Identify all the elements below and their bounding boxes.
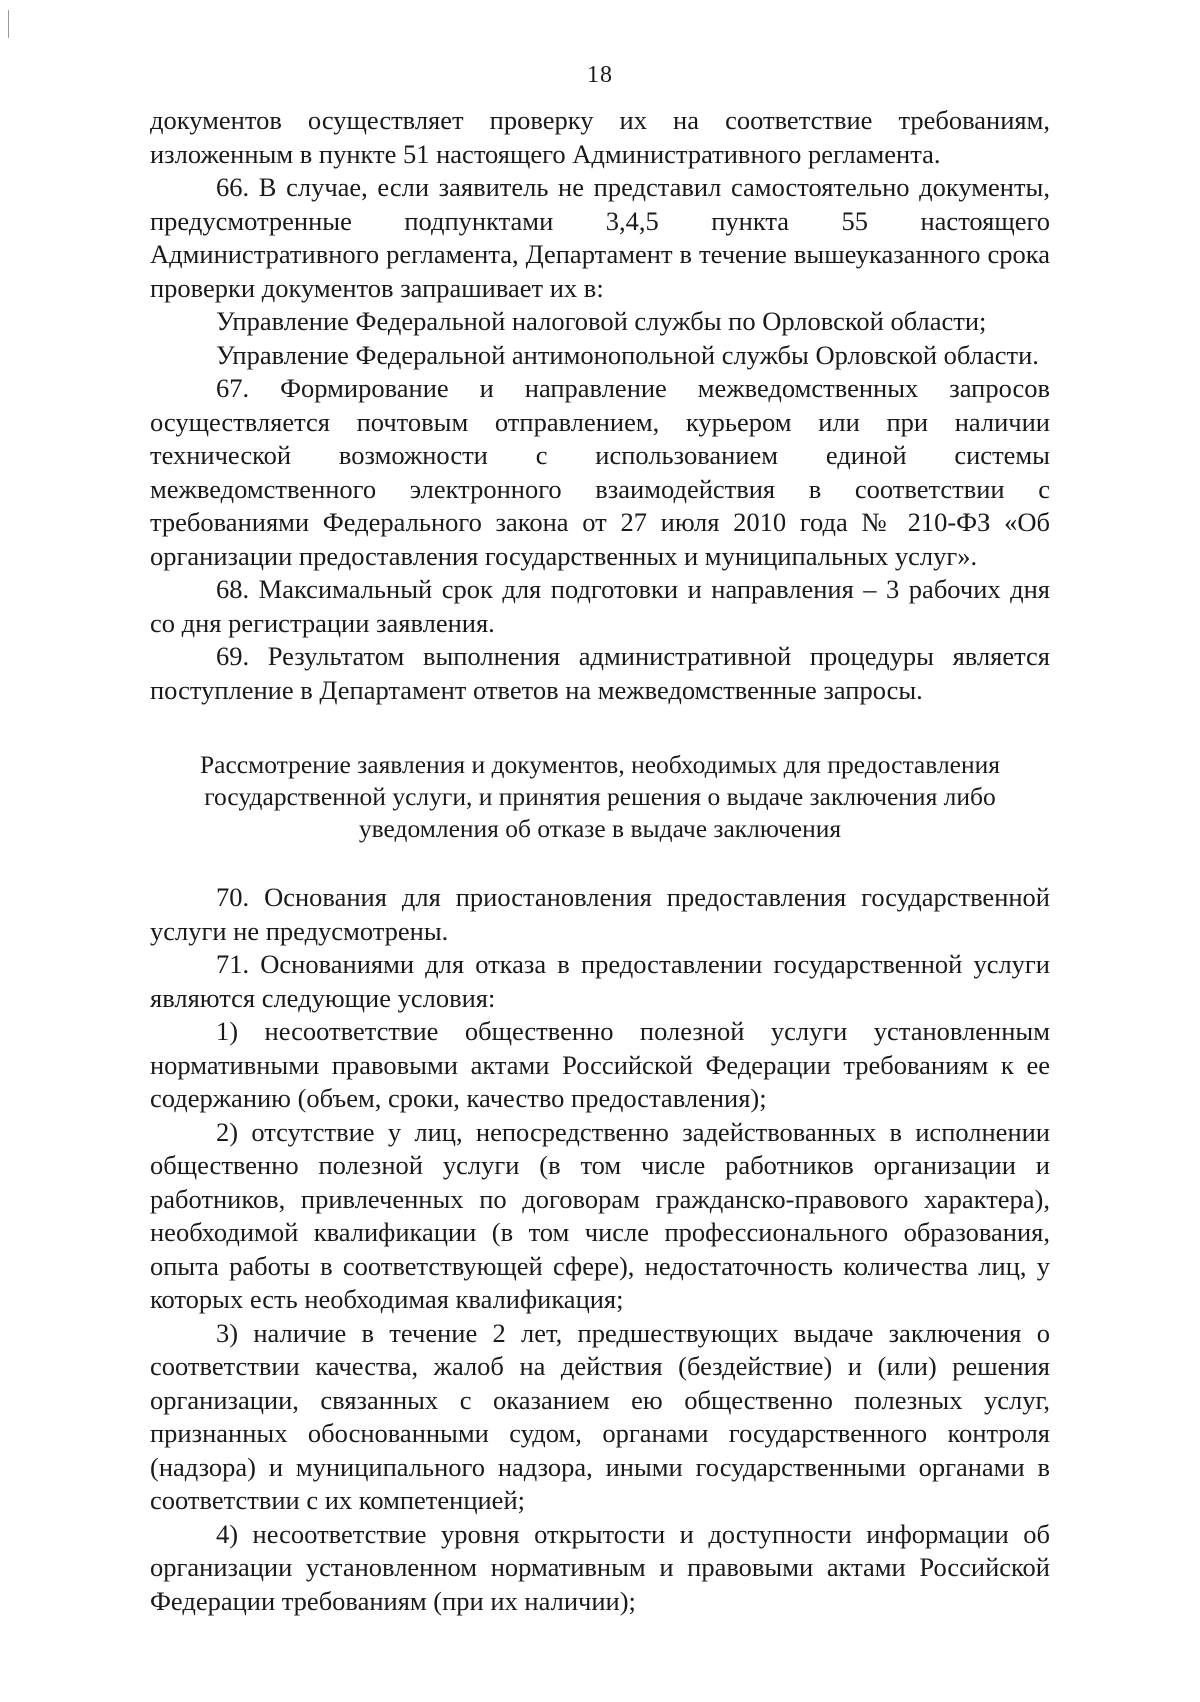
list-item-2: 2) отсутствие у лиц, непосредственно задействованных в исполнении общественно полезной услуги (в том числе работников организации и работников, привлеченных по договорам гражданско-правового характера), необходимой квалификации (в том числе профессионального образования, опыта работы в соответствующей сфере), недостаточность количества лиц, у которых есть необходимая квалификация; — [150, 1116, 1050, 1314]
paragraph-66: 66. В случае, если заявитель не представил самостоятельно документы, предусмотренные подпунктами 3,4,5 пункта 55 настоящего Административного регламента, Департамент в течение вышеуказанного срока проверки документов запрашивает их в: — [150, 172, 1050, 303]
paragraph-continued: документов осуществляет проверку их на соответствие требованиям, изложенным в пункте 51 настоящего Административного регламента. — [150, 105, 1050, 169]
agency-tax-service: Управление Федеральной налоговой службы по Орловской области; — [216, 306, 987, 336]
paragraph-71: 71. Основаниями для отказа в предоставлении государственной услуги являются следующие условия: — [150, 949, 1050, 1013]
page-number: 18 — [587, 62, 613, 88]
list-item-1: 1) несоответствие общественно полезной услуги установленным нормативными правовыми актами Российской Федерации требованиям к ее содержанию (объем, сроки, качество предоставления); — [150, 1016, 1050, 1113]
agency-antimonopoly-service: Управление Федеральной антимонопольной службы Орловской области. — [216, 339, 1039, 370]
section-heading: Рассмотрение заявления и документов, необходимых для предоставления государственной услуги, и принятия решения о выдаче заключения либо уведомления об отказе в выдаче заключения — [199, 750, 1001, 843]
paragraph-70: 70. Основания для приостановления предоставления государственной услуги не предусмотрены. — [150, 882, 1050, 946]
document-body — [150, 104, 1050, 1618]
paragraph-68: 68. Максимальный срок для подготовки и направления – 3 рабочих дня со дня регистрации заявления. — [150, 574, 1050, 638]
scan-edge-mark — [8, 10, 9, 38]
paragraph-67: 67. Формирование и направление межведомственных запросов осуществляется почтовым отправлением, курьером или при наличии технической возможности с использованием единой системы межведомственного электронного взаимодействия в соответствии с требованиями Федерального закона от 27 июля 2010 года № 210-ФЗ «Об организации предоставления государственных и муниципальных услуг». — [150, 373, 1050, 571]
paragraph-69: 69. Результатом выполнения административной процедуры является поступление в Департамент ответов на межведомственные запросы. — [150, 641, 1050, 705]
list-item-3: 3) наличие в течение 2 лет, предшествующих выдаче заключения о соответствии качества, жалоб на действия (бездействие) и (или) решения организации, связанных с оказанием ею общественно полезных услуг, признанных обоснованными судом, органами государственного контроля (надзора) и муниципального надзора, иными государственными органами в соответствии с их компетенцией; — [150, 1317, 1050, 1515]
list-item-4: 4) несоответствие уровня открытости и доступности информации об организации установленном нормативным и правовыми актами Российской Федерации требованиям (при их наличии); — [150, 1518, 1050, 1616]
